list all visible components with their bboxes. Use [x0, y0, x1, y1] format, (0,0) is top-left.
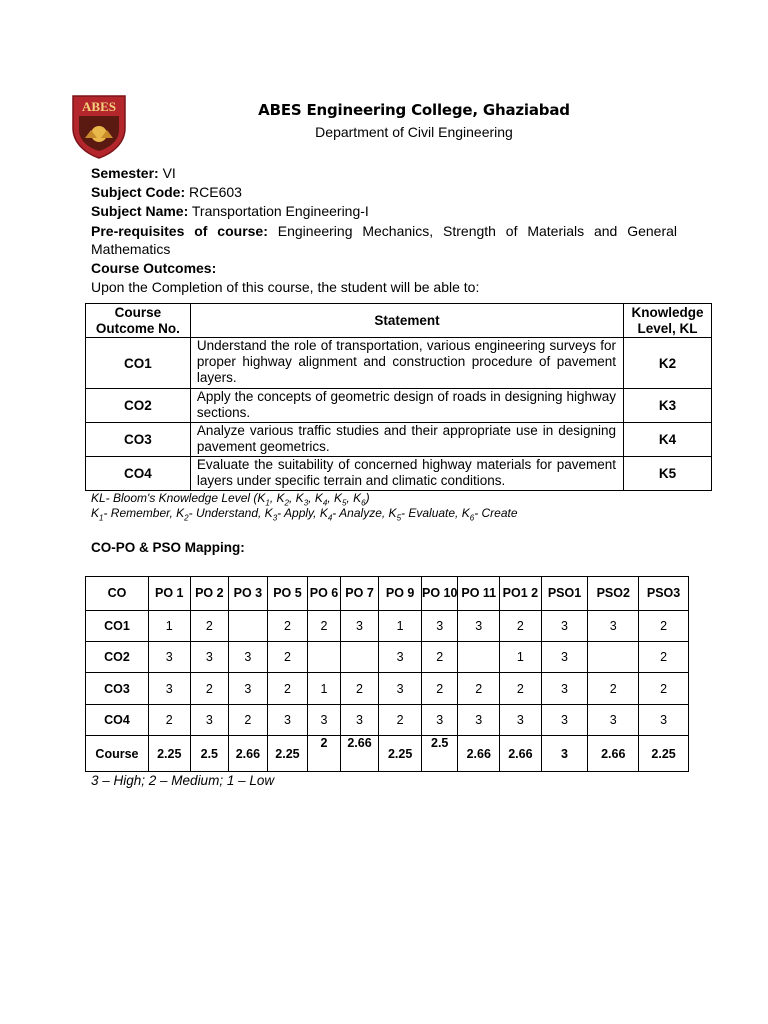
- subject-code-label: Subject Code:: [91, 184, 186, 200]
- mapping-legend: 3 – High; 2 – Medium; 1 – Low: [91, 773, 275, 788]
- cell: 3: [340, 705, 379, 736]
- co-statement: Understand the role of transportation, various engineering surveys for proper highway alignment and construction procedure of pavement layers.: [190, 338, 623, 389]
- prereq-value: Engineering Mechanics, Strength of Materials and General Mathematics: [91, 223, 678, 257]
- cell: 3: [190, 705, 229, 736]
- course-outcomes-heading: Course Outcomes:: [91, 260, 217, 276]
- course-average-row: [86, 736, 689, 772]
- cell: 2: [229, 705, 268, 736]
- cell: 2: [190, 673, 229, 705]
- cell: [588, 642, 639, 673]
- col-header: PO 5: [267, 577, 308, 611]
- cell: 3: [267, 705, 308, 736]
- cell: 3: [458, 611, 500, 642]
- cell: 3: [541, 642, 588, 673]
- cell: 3: [421, 611, 458, 642]
- co-id: CO3: [86, 423, 191, 457]
- table-row: [86, 457, 712, 491]
- header-co-no: Course Outcome No.: [86, 304, 191, 338]
- subject-code-value: RCE603: [189, 184, 242, 200]
- table-row: [86, 705, 689, 736]
- mapping-title: CO-PO & PSO Mapping:: [91, 540, 245, 555]
- table-header-row: [86, 304, 712, 338]
- cell: 3: [458, 705, 500, 736]
- cell: [308, 642, 340, 673]
- cell: 2.66: [458, 736, 500, 772]
- co-kl: K2: [624, 338, 712, 389]
- cell: 2.25: [639, 736, 689, 772]
- row-label: CO3: [86, 673, 149, 705]
- outcomes-intro: Upon the Completion of this course, the student will be able to:: [91, 279, 480, 295]
- col-header: CO: [86, 577, 149, 611]
- cell: 1: [500, 642, 542, 673]
- cell: 3: [541, 611, 588, 642]
- cell: 3: [639, 705, 689, 736]
- cell: 2: [500, 673, 542, 705]
- co-id: CO4: [86, 457, 191, 491]
- cell: 2: [308, 611, 340, 642]
- col-header: PO 7: [340, 577, 379, 611]
- cell: 2: [267, 642, 308, 673]
- cell: 3: [190, 642, 229, 673]
- header-kl: Knowledge Level, KL: [624, 304, 712, 338]
- cell: 3: [588, 705, 639, 736]
- cell: 3: [379, 642, 422, 673]
- col-header: PO 1: [148, 577, 190, 611]
- co-kl: K3: [624, 389, 712, 423]
- cell: 3: [541, 705, 588, 736]
- semester-value: VI: [162, 165, 176, 181]
- cell: 2.25: [379, 736, 422, 772]
- cell: 3: [588, 611, 639, 642]
- semester-line: [91, 165, 176, 181]
- cell: 2.5: [421, 736, 458, 772]
- cell: 3: [340, 611, 379, 642]
- cell: 2: [421, 673, 458, 705]
- cell: 2.5: [190, 736, 229, 772]
- col-header: PO 11: [458, 577, 500, 611]
- cell: 1: [379, 611, 422, 642]
- svg-text:ABES: ABES: [82, 99, 116, 114]
- kl-note-line-2: $K_1-$ Remember, $K_2-$ Understand, $K_3-$ Apply, $K_4-$ Analyze, $K_5-$ Evaluate, $K_6-$ Create: [91, 506, 518, 523]
- table-row: [86, 642, 689, 673]
- table-row: [86, 338, 712, 389]
- col-header: PSO2: [588, 577, 639, 611]
- kl-note-line-1: KL- Bloom's Knowledge Level ($K_1$, $K_2$, $K_3$, $K_4$, $K_5$, $K_6$): [91, 491, 370, 508]
- subject-name-line: [91, 203, 369, 219]
- co-kl: K5: [624, 457, 712, 491]
- cell: 2.66: [340, 736, 379, 772]
- co-statement: Evaluate the suitability of concerned highway materials for pavement layers under specific terrain and climatic conditions.: [190, 457, 623, 491]
- cell: 3: [229, 673, 268, 705]
- col-header: PO 6: [308, 577, 340, 611]
- cell: 2: [588, 673, 639, 705]
- cell: 2: [340, 673, 379, 705]
- co-id: CO1: [86, 338, 191, 389]
- subject-code-line: [91, 184, 242, 200]
- col-header: PO 10: [421, 577, 458, 611]
- cell: 1: [308, 673, 340, 705]
- cell: 2.66: [588, 736, 639, 772]
- cell: 3: [541, 673, 588, 705]
- cell: 2: [639, 673, 689, 705]
- table-row: [86, 423, 712, 457]
- table-row: [86, 673, 689, 705]
- cell: 2: [639, 611, 689, 642]
- subject-name-label: Subject Name:: [91, 203, 189, 219]
- prerequisites: [91, 222, 677, 258]
- mapping-header-row: [86, 577, 689, 611]
- cell: 3: [148, 642, 190, 673]
- col-header: PO 3: [229, 577, 268, 611]
- col-header: PO1 2: [500, 577, 542, 611]
- cell: 1: [148, 611, 190, 642]
- co-statement: Analyze various traffic studies and their appropriate use in designing pavement geometrics.: [190, 423, 623, 457]
- col-header: PO 9: [379, 577, 422, 611]
- semester-label: Semester:: [91, 165, 159, 181]
- cell: [458, 642, 500, 673]
- course-outcomes-table: [85, 303, 712, 491]
- cell: 2: [267, 673, 308, 705]
- cell: 3: [379, 673, 422, 705]
- college-name: ABES Engineering College, Ghaziabad: [258, 101, 570, 119]
- table-row: [86, 611, 689, 642]
- row-label: Course: [86, 736, 149, 772]
- co-id: CO2: [86, 389, 191, 423]
- co-po-mapping-table: [85, 576, 689, 772]
- cell: 3: [148, 673, 190, 705]
- cell: 2: [421, 642, 458, 673]
- cell: 3: [229, 642, 268, 673]
- cell: [340, 642, 379, 673]
- col-header: PSO3: [639, 577, 689, 611]
- col-header: PSO1: [541, 577, 588, 611]
- cell: 3: [541, 736, 588, 772]
- cell: 3: [421, 705, 458, 736]
- cell: 2: [190, 611, 229, 642]
- col-header: PO 2: [190, 577, 229, 611]
- table-row: [86, 389, 712, 423]
- department-name: Department of Civil Engineering: [315, 124, 513, 140]
- co-statement: Apply the concepts of geometric design of roads in designing highway sections.: [190, 389, 623, 423]
- cell: 3: [500, 705, 542, 736]
- header-statement: Statement: [190, 304, 623, 338]
- cell: 2: [267, 611, 308, 642]
- subject-name-value: Transportation Engineering-I: [191, 203, 369, 219]
- prereq-label: Pre-requisites of course:: [91, 223, 268, 239]
- cell: 2.25: [267, 736, 308, 772]
- cell: 2: [308, 736, 340, 772]
- row-label: CO2: [86, 642, 149, 673]
- cell: [229, 611, 268, 642]
- cell: 2: [639, 642, 689, 673]
- cell: 2.66: [229, 736, 268, 772]
- cell: 2: [379, 705, 422, 736]
- cell: 2: [500, 611, 542, 642]
- cell: 3: [308, 705, 340, 736]
- co-kl: K4: [624, 423, 712, 457]
- cell: 2.66: [500, 736, 542, 772]
- cell: 2: [148, 705, 190, 736]
- cell: 2.25: [148, 736, 190, 772]
- row-label: CO1: [86, 611, 149, 642]
- cell: 2: [458, 673, 500, 705]
- row-label: CO4: [86, 705, 149, 736]
